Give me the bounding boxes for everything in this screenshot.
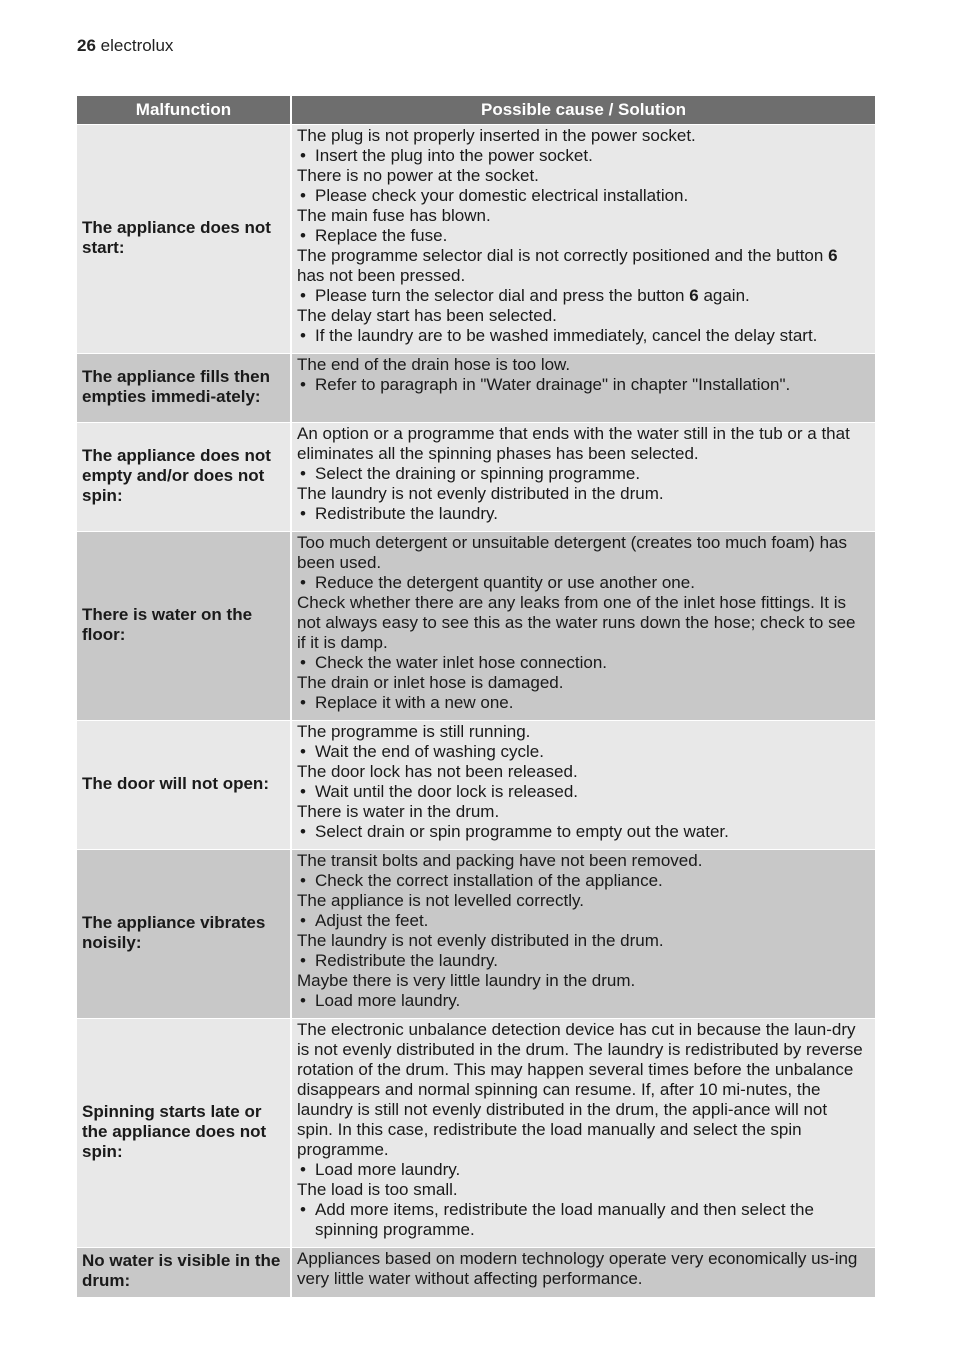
solution-step: • Replace it with a new one.	[297, 693, 867, 713]
solution-cell	[291, 1248, 875, 1297]
table-row	[77, 125, 875, 354]
cause-text: The load is too small.	[297, 1180, 458, 1199]
cause-text: An option or a programme that ends with the water still in the tub or a that eliminates all the spinning phases has been selected.	[297, 424, 850, 463]
cause-text: The laundry is not evenly distributed in the drum.	[297, 484, 664, 503]
cause-text: The drain or inlet hose is damaged.	[297, 673, 564, 692]
solution-step: • Check the water inlet hose connection.	[297, 653, 867, 673]
solution-cell	[291, 423, 875, 532]
cause-text: The delay start has been selected.	[297, 306, 557, 325]
solution-step: • Adjust the feet.	[297, 911, 867, 931]
cause-text: The programme is still running.	[297, 722, 531, 741]
cause-text: The appliance is not levelled correctly.	[297, 891, 584, 910]
malfunction-cell: Spinning starts late or the appliance does not spin:	[77, 1019, 291, 1248]
table-row	[77, 354, 875, 423]
solution-step: • Check the correct installation of the appliance.	[297, 871, 867, 891]
solution-step: • Reduce the detergent quantity or use another one.	[297, 573, 867, 593]
cause-text: The end of the drain hose is too low.	[297, 355, 571, 374]
brand-name: electrolux	[100, 36, 174, 55]
solution-cell	[291, 125, 875, 354]
column-header-malfunction: Malfunction	[77, 96, 291, 125]
solution-cell	[291, 850, 875, 1019]
malfunction-cell: The appliance fills then empties immedi-ately:	[77, 354, 291, 423]
solution-cell	[291, 1019, 875, 1248]
solution-cell	[291, 532, 875, 721]
solution-step: • Insert the plug into the power socket.	[297, 146, 867, 166]
column-header-solution: Possible cause / Solution	[291, 96, 875, 125]
cause-text: The door lock has not been released.	[297, 762, 578, 781]
solution-step: • Replace the fuse.	[297, 226, 867, 246]
solution-step: • Wait the end of washing cycle.	[297, 742, 867, 762]
solution-step: • Select the draining or spinning programme.	[297, 464, 867, 484]
cause-text: There is no power at the socket.	[297, 166, 539, 185]
cause-text: There is water in the drum.	[297, 802, 500, 821]
table-row	[77, 1019, 875, 1248]
table-header-row	[77, 96, 875, 125]
solution-step: • Select drain or spin programme to empty out the water.	[297, 822, 867, 842]
table-row	[77, 423, 875, 532]
page-header	[77, 36, 173, 56]
table-body	[77, 125, 875, 1297]
solution-cell	[291, 354, 875, 423]
malfunction-cell: The door will not open:	[77, 721, 291, 850]
solution-step: • Please check your domestic electrical installation.	[297, 186, 867, 206]
cause-text: The laundry is not evenly distributed in the drum.	[297, 931, 664, 950]
cause-text: The programme selector dial is not correctly positioned and the button 6 has not been pressed.	[297, 246, 838, 285]
cause-text: Appliances based on modern technology operate very economically us-ing very little water without affecting performance.	[297, 1249, 858, 1288]
solution-step: • Load more laundry.	[297, 1160, 867, 1180]
solution-step: • If the laundry are to be washed immediately, cancel the delay start.	[297, 326, 867, 346]
solution-step: • Add more items, redistribute the load manually and then select the spinning programme.	[297, 1200, 867, 1240]
table-row	[77, 721, 875, 850]
cause-text: Maybe there is very little laundry in the drum.	[297, 971, 636, 990]
cause-text: The plug is not properly inserted in the power socket.	[297, 126, 696, 145]
cause-text: The main fuse has blown.	[297, 206, 491, 225]
solution-step: • Redistribute the laundry.	[297, 951, 867, 971]
malfunction-cell: The appliance does not empty and/or does not spin:	[77, 423, 291, 532]
solution-step: • Redistribute the laundry.	[297, 504, 867, 524]
table-row	[77, 532, 875, 721]
solution-step: • Please turn the selector dial and press the button 6 again.	[297, 286, 867, 306]
cause-text: Check whether there are any leaks from one of the inlet hose fittings. It is not always easy to see this as the water runs down the hose; check to see if it is damp.	[297, 593, 856, 652]
solution-step: • Wait until the door lock is released.	[297, 782, 867, 802]
table-row	[77, 850, 875, 1019]
page-number: 26	[77, 36, 96, 55]
cause-text: Too much detergent or unsuitable detergent (creates too much foam) has been used.	[297, 533, 847, 572]
cause-text: The electronic unbalance detection device has cut in because the laun-dry is not evenly distributed in the drum. The laundry is redistributed by reverse rotation of the drum. This may happen several times before the unbalance disappears and normal spinning can resume. If, after 10 mi-nutes, the laundry is still not evenly distributed in the drum, the appli-ance will not spin. In this case, redistribute the load manually and select the spin programme.	[297, 1020, 863, 1159]
cause-text: The transit bolts and packing have not been removed.	[297, 851, 703, 870]
malfunction-cell: There is water on the floor:	[77, 532, 291, 721]
solution-step: • Load more laundry.	[297, 991, 867, 1011]
solution-cell	[291, 721, 875, 850]
malfunction-cell: The appliance vibrates noisily:	[77, 850, 291, 1019]
troubleshooting-table	[77, 96, 875, 1297]
table-row	[77, 1248, 875, 1297]
malfunction-cell: No water is visible in the drum:	[77, 1248, 291, 1297]
solution-step: • Refer to paragraph in "Water drainage" in chapter "Installation".	[297, 375, 867, 395]
malfunction-cell: The appliance does not start:	[77, 125, 291, 354]
